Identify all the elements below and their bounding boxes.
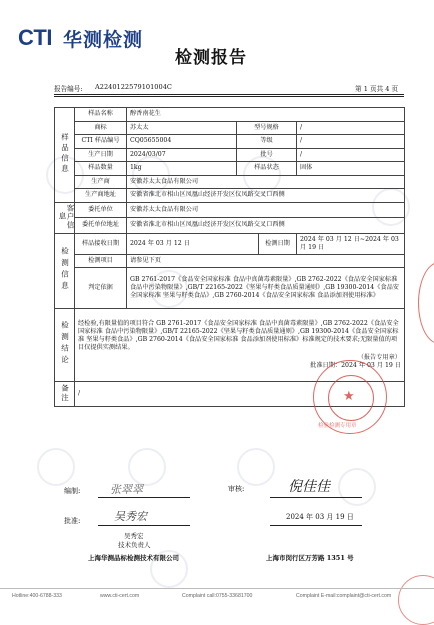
table-row [55, 189, 405, 203]
compiler-sign-line [98, 497, 190, 498]
basis-text: GB 2761-2017《食品安全国家标准 食品中真菌毒素限量》,GB 2762-2022《食品安全国家标准 食品中污染物限量》,GB/T 22165-2022《坚果与籽类食品质量通则》,GB 19300-2014《食品安全国家标准 坚果与籽类食品》,GB 2760-2014《食品安全国家标准 食品添加剂使用标准》 [127, 268, 405, 309]
basis-label: 判定依据 [75, 268, 127, 309]
watermark-logo [237, 448, 275, 486]
footer-website[interactable]: www.cti-cert.com [100, 593, 140, 599]
table-row [55, 233, 405, 254]
company-logo-text: 华测检测 [63, 29, 144, 51]
client-name: 安徽苏太太食品有限公司 [127, 202, 405, 218]
company-address: 上海市闵行区万芳路 1351 号 [266, 554, 354, 562]
approver-signature: 吴秀宏 [114, 510, 147, 523]
producer: 安徽苏太太食品有限公司 [127, 175, 405, 189]
footer-complaint-phone: Complaint call:0755-33681700 [182, 593, 253, 599]
reviewer-sign-line [270, 497, 362, 498]
client-name-label: 委托单位 [75, 202, 127, 218]
producer-label: 生产商 [75, 175, 127, 189]
compiler-signature: 张翠翠 [110, 483, 143, 496]
test-items: 请参见下页 [127, 254, 405, 268]
table-row [55, 254, 405, 268]
approval-date: 2024 年 03 月 19 日 [286, 513, 354, 521]
grade: / [297, 135, 405, 149]
grade-label: 等级 [237, 135, 297, 149]
model: / [297, 121, 405, 135]
approver-name: 吴秀宏 [124, 532, 144, 540]
footer-complaint-email[interactable]: Complaint E-mail:complaint@cti-cert.com [296, 593, 392, 599]
table-row [55, 108, 405, 122]
test-period-label: 检测日期 [259, 233, 297, 254]
production-date: 2024/03/07 [127, 148, 237, 162]
date-line [270, 525, 362, 526]
quantity-label: 样品数量 [75, 162, 127, 176]
conclusion-text: 经检验,有限量值的项目符合 GB 2761-2017《食品安全国家标准 食品中真菌毒素限量》,GB 2762-2022《食品安全国家标准 食品中污染物限量》,GB/T 22165-2022《坚果与籽类食品质量通则》,GB 19300-2014《食品安全国家标准 坚果与籽类食品》,GB 2760-2014《食品安全国家标准 食品添加剂使用标准》标准规定的技术要求;无限量值的项目仅提供实测结果。 [78, 320, 399, 351]
company-name: 上海华测品标检测技术有限公司 [88, 554, 179, 562]
table-row [55, 162, 405, 176]
cti-no-label: CTI 样品编号 [75, 135, 127, 149]
model-label: 型号规格 [237, 121, 297, 135]
edge-seal-top [418, 262, 434, 344]
approver-label: 批准: [64, 517, 81, 525]
compiler-label: 编制: [64, 487, 81, 495]
edge-seal-bottom [398, 575, 434, 625]
brand: 苏太太 [127, 121, 237, 135]
state: 固体 [297, 162, 405, 176]
received-date: 2024 年 03 月 12 日 [127, 233, 259, 254]
cti-logo: CTI [18, 25, 52, 50]
table-row [55, 218, 405, 234]
seal-note: （报告专用章） [357, 354, 401, 361]
table-row [55, 202, 405, 218]
page-title: 检测报告 [175, 48, 247, 68]
sample-name-label: 样品名称 [75, 108, 127, 122]
client-address-label: 委托单位地址 [75, 218, 127, 234]
issue-date: 批准日期：2024 年 03 月 19 日 [310, 362, 401, 369]
table-row [55, 135, 405, 149]
table-row [55, 175, 405, 189]
batch: / [297, 148, 405, 162]
header-rule-2 [54, 96, 404, 97]
brand-label: 商标 [75, 121, 127, 135]
section-sample: 样品信息 [55, 108, 75, 203]
seal-text: 检验检测专用章 [318, 423, 357, 429]
section-remark: 备注 [55, 382, 75, 407]
test-items-label: 检测项目 [75, 254, 127, 268]
table-row [55, 268, 405, 309]
client-address: 安徽省淮北市相山区凤凰山经济开发区仪凤路交叉口西侧 [127, 218, 405, 234]
remark-text: / [75, 382, 405, 407]
section-client: 客户信息 [55, 202, 75, 233]
table-row [55, 148, 405, 162]
producer-address-label: 生产商地址 [75, 189, 127, 203]
section-conclusion: 检测结论 [55, 309, 75, 382]
section-test: 检测信息 [55, 233, 75, 309]
report-no-label: 报告编号: [54, 85, 83, 93]
batch-label: 批号 [237, 148, 297, 162]
reviewer-signature: 倪佳佳 [288, 479, 330, 495]
reviewer-label: 审核: [228, 485, 245, 493]
producer-address: 安徽省淮北市相山区凤凰山经济开发区仪凤路交叉口西侧 [127, 189, 405, 203]
sample-name: 醇香南花生 [127, 108, 405, 122]
header-rule [54, 94, 404, 95]
table-row [55, 121, 405, 135]
test-period: 2024 年 03 月 12 日~2024 年 03 月 19 日 [297, 233, 405, 254]
approver-title: 技术负责人 [118, 541, 151, 549]
state-label: 样品状态 [237, 162, 297, 176]
footer-hotline: Hotline:400-6788-333 [12, 593, 62, 599]
footer-rule [0, 588, 434, 589]
approver-sign-line [98, 525, 190, 526]
cti-no: CQ05655004 [127, 135, 237, 149]
inspection-seal: ★ 检验检测专用章 [313, 360, 387, 434]
watermark-logo [37, 448, 75, 486]
received-date-label: 样品接收日期 [75, 233, 127, 254]
watermark-logo [338, 468, 376, 506]
quantity: 1kg [127, 162, 237, 176]
production-date-label: 生产日期 [75, 148, 127, 162]
page-info: 第 1 页共 4 页 [355, 85, 399, 93]
report-no: A2240122579101004C [95, 83, 172, 91]
